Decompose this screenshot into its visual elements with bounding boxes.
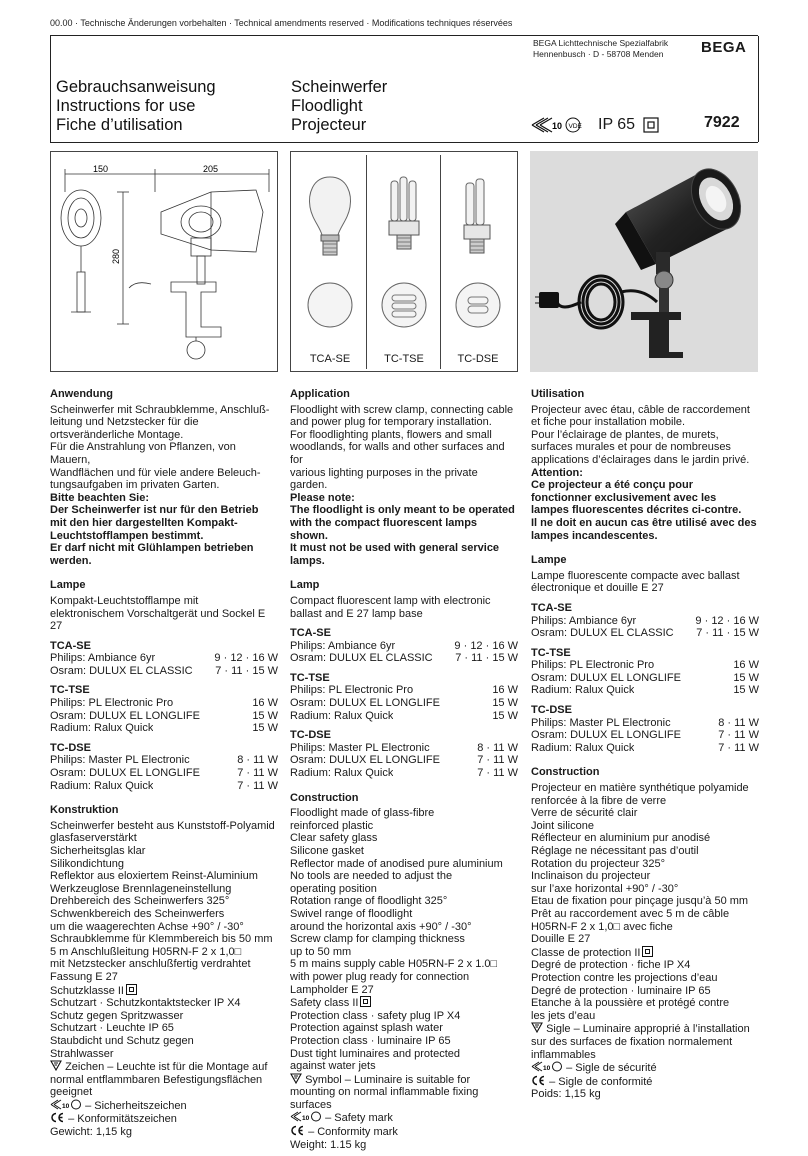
lamp-wattage: 8 · 11 W xyxy=(718,716,759,729)
lamp-name: Radium: Ralux Quick xyxy=(531,684,635,697)
construction-text: Réglage ne nécessitant pas d’outil xyxy=(531,845,699,857)
construction-text: Floodlight made of glass-fibre xyxy=(290,807,435,820)
f-mark-line xyxy=(290,1073,518,1112)
floodlight-dimension-drawing xyxy=(51,152,277,371)
construction-text: 5 m mains supply cable H05RN-F 2 x 1.0□ xyxy=(290,958,498,971)
safety-mark-line xyxy=(50,1099,278,1113)
lamp-row xyxy=(50,710,278,723)
heading-lamp: Lampe xyxy=(531,554,567,567)
lamp-group-title: TCA-SE xyxy=(290,627,331,640)
doc-title-de: Gebrauchsanweisung xyxy=(56,78,216,96)
company-location: Hennenbusch · D - 58708 Menden xyxy=(533,49,664,59)
svg-text:10: 10 xyxy=(62,1102,70,1110)
ip-rating: IP 65 xyxy=(598,116,636,133)
note-text: Ce projecteur a été conçu pour xyxy=(531,479,693,492)
lamp-row xyxy=(531,717,759,730)
f-mark-text: Sigle – Luminaire approprié à l’installation sur des surfaces de fixation normalement inflammables xyxy=(531,1023,750,1061)
enec-safety-mark-icon xyxy=(50,1099,82,1110)
column-english xyxy=(290,388,518,1151)
lamp-row xyxy=(531,672,759,685)
f-mark-icon xyxy=(531,1022,543,1033)
svg-text:10: 10 xyxy=(302,1115,310,1123)
safety-mark-text: – Sigle de sécurité xyxy=(566,1062,657,1075)
heading-construction: Construction xyxy=(531,766,600,779)
lamp-name: Osram: DULUX EL CLASSIC xyxy=(290,652,433,665)
ce-mark-line xyxy=(531,1075,759,1089)
weight-text: Gewicht: 1,15 kg xyxy=(50,1126,132,1139)
lamp-group-title: TCA-SE xyxy=(50,639,91,652)
construction-text: Etau de fixation pour pinçage jusqu’à 50 mm xyxy=(531,895,749,908)
company-address xyxy=(533,38,668,60)
heading-construction: Konstruktion xyxy=(50,804,119,817)
construction-text: Degré de protection · fiche IP X4 xyxy=(531,959,691,972)
lamp-text: elektronischem Vorschaltgerät und Sockel E 27 xyxy=(50,607,266,633)
enec-safety-mark-icon xyxy=(531,1061,563,1072)
lamp-wattage: 15 W xyxy=(252,722,278,735)
lamp-row xyxy=(290,684,518,697)
construction-text: Dust tight luminaires and protected xyxy=(290,1047,460,1060)
column-german xyxy=(50,388,278,1139)
lamp-wattage: 9 · 12 · 16 W xyxy=(214,652,278,665)
lamp-wattage: 15 W xyxy=(733,684,759,697)
construction-text: Protection contre les projections d’eau xyxy=(531,971,718,984)
note-text: It must not be used with general service xyxy=(290,542,500,555)
lamp-row xyxy=(290,640,518,653)
lamp-name: Philips: Ambiance 6yr xyxy=(290,639,396,652)
lamp-name: Philips: Master PL Electronic xyxy=(290,741,430,754)
note-text: Der Scheinwerfer ist nur für den Betrieb xyxy=(50,504,259,517)
note-text: lampes incandescentes. xyxy=(531,529,658,542)
lamp-wattage: 16 W xyxy=(733,659,759,672)
application-text: et fiche pour installation mobile. xyxy=(531,416,686,429)
lamp-name: Osram: DULUX EL LONGLIFE xyxy=(290,697,440,710)
construction-text: operating position xyxy=(290,882,377,895)
bega-logo: BEGA xyxy=(701,39,747,56)
header-bottom-rule xyxy=(50,142,758,143)
doc-title-en: Instructions for use xyxy=(56,97,196,115)
lamp-type-tca-se xyxy=(294,155,367,369)
lamp-wattage: 7 · 11 W xyxy=(237,767,278,780)
lamp-wattage: 15 W xyxy=(492,697,518,710)
construction-text: Schutz gegen Spritzwasser xyxy=(50,1009,184,1022)
lamp-name: Radium: Ralux Quick xyxy=(531,741,635,754)
application-text: applications d’éclairages dans le jardin privé. xyxy=(531,453,750,466)
construction-text: around the horizontal axis +90° / -30° xyxy=(290,920,472,933)
construction-text: Clear safety glass xyxy=(290,832,378,845)
lamp-wattage: 7 · 11 · 15 W xyxy=(696,627,759,640)
lamp-row xyxy=(290,742,518,755)
lamp-row xyxy=(50,754,278,767)
lamp-row xyxy=(50,665,278,678)
construction-text: mit Netzstecker anschlußfertig verdrahtet xyxy=(50,958,251,971)
lamp-wattage: 16 W xyxy=(252,697,278,710)
lamp-text: ballast and E 27 lamp base xyxy=(290,607,423,620)
globe-lamp-icon xyxy=(294,155,366,335)
protection-class-line xyxy=(290,996,518,1010)
lamp-name: Osram: DULUX EL LONGLIFE xyxy=(50,767,200,780)
note-text: werden. xyxy=(50,554,92,567)
construction-text: sur l’axe horizontal +90° / -30° xyxy=(531,882,679,895)
amendments-note: 00.00 · Technische Änderungen vorbehalten · Technical amendments reserved · Modifications techniques réservées xyxy=(50,18,513,28)
lamp-wattage: 8 · 11 W xyxy=(477,741,518,754)
lamp-name: Philips: PL Electronic Pro xyxy=(531,659,655,672)
certification-marks xyxy=(530,112,659,138)
lamp-wattage: 8 · 11 W xyxy=(237,754,278,767)
lamp-row xyxy=(531,684,759,697)
construction-text: No tools are needed to adjust the xyxy=(290,870,453,883)
doc-title-fr: Fiche d’utilisation xyxy=(56,116,183,134)
lamp-wattage: 7 · 11 W xyxy=(718,741,759,754)
product-title xyxy=(291,78,387,135)
heading-application: Utilisation xyxy=(531,388,585,400)
construction-text: Schwenkbereich des Scheinwerfers xyxy=(50,907,225,920)
note-text: Il ne doit en aucun cas être utilisé avec des xyxy=(531,516,757,529)
lamp-name: Radium: Ralux Quick xyxy=(50,779,154,792)
note-text: Er darf nicht mit Glühlampen betrieben xyxy=(50,542,254,555)
safety-mark-text: – Sicherheitszeichen xyxy=(85,1099,187,1112)
note-text: lampes fluorescentes décrites ci-contre. xyxy=(531,504,742,517)
construction-text: 5 m Anschlußleitung H05RN-F 2 x 1,0□ xyxy=(50,945,242,958)
triple-tube-lamp-icon xyxy=(368,155,440,335)
construction-text: Inclinaison du projecteur xyxy=(531,870,651,883)
dim-height: 280 xyxy=(111,248,121,264)
ce-mark-line xyxy=(290,1125,518,1139)
note-text: shown. xyxy=(290,529,328,542)
svg-text:VDE: VDE xyxy=(568,123,582,130)
lamp-wattage: 15 W xyxy=(733,671,759,684)
heading-lamp: Lampe xyxy=(50,579,86,592)
company-name: BEGA Lichttechnische Spezialfabrik xyxy=(533,38,669,48)
construction-text: Fassung E 27 xyxy=(50,970,118,983)
lamp-row xyxy=(531,627,759,640)
construction-text: Reflektor aus eloxiertem Reinst-Aluminium xyxy=(50,870,258,883)
article-number: 7922 xyxy=(704,114,740,131)
lamp-row xyxy=(290,652,518,665)
lamp-row xyxy=(290,754,518,767)
construction-text: Sicherheitsglas klar xyxy=(50,845,146,857)
construction-text: Strahlwasser xyxy=(50,1047,114,1060)
application-text: surfaces murales et pour de nombreuses xyxy=(531,441,731,454)
note-text: lamps. xyxy=(290,554,325,567)
protection-class-text: Classe de protection II xyxy=(531,946,641,959)
lamp-wattage: 9 · 12 · 16 W xyxy=(454,639,518,652)
heading-lamp: Lamp xyxy=(290,579,320,592)
protection-class-icon xyxy=(126,984,137,995)
note-title: Attention: xyxy=(531,466,583,479)
lamp-name: Philips: Ambiance 6yr xyxy=(50,652,156,665)
heading-application: Application xyxy=(290,388,350,400)
construction-text: renforcée à la fibre de verre xyxy=(531,794,667,807)
note-text: fonctionner exclusivement avec les xyxy=(531,491,717,504)
construction-text: Silikondichtung xyxy=(50,857,124,870)
construction-text: Schutzart · Schutzkontaktstecker IP X4 xyxy=(50,997,241,1010)
f-mark-text: Symbol – Luminaire is suitable for mounting on normal inflammable fixing surfaces xyxy=(290,1073,479,1111)
lamp-name: Philips: PL Electronic Pro xyxy=(290,684,414,697)
lamp-group-title: TCA-SE xyxy=(531,601,572,614)
construction-text: Scheinwerfer besteht aus Kunststoff-Polyamid xyxy=(50,819,275,832)
construction-text: Swivel range of floodlight xyxy=(290,907,413,920)
lamp-name: Radium: Ralux Quick xyxy=(50,722,154,735)
lamp-wattage: 7 · 11 W xyxy=(718,729,759,742)
product-photo-panel xyxy=(530,151,758,372)
application-text: Für die Anstrahlung von Pflanzen, von Mauern, xyxy=(50,441,236,466)
column-french xyxy=(531,388,759,1101)
lamp-row xyxy=(531,742,759,755)
note-text: Leuchtstofflampen bestimmt. xyxy=(50,529,204,542)
lamp-wattage: 15 W xyxy=(492,709,518,722)
construction-text: Verre de sécurité clair xyxy=(531,807,638,820)
protection-class-line xyxy=(531,946,759,960)
application-text: Wandflächen und für viele andere Beleuch- xyxy=(50,466,261,479)
construction-text: glasfaserverstärkt xyxy=(50,832,137,845)
lamp-label-tca-se: TCA-SE xyxy=(309,353,351,365)
construction-text: H05RN-F 2 x 1,0□ avec fiche xyxy=(531,920,673,933)
application-text: leitung und Netzstecker für die xyxy=(50,416,199,429)
construction-text: les jets d’eau xyxy=(531,1009,596,1022)
note-text: mit den hier dargestellten Kompakt- xyxy=(50,516,238,529)
construction-text: against water jets xyxy=(290,1060,376,1073)
safety-mark-text: – Safety mark xyxy=(325,1112,393,1125)
construction-text: Etanche à la poussière et protégé contre xyxy=(531,997,730,1010)
weight-text: Weight: 1.15 kg xyxy=(290,1138,367,1151)
svg-text:10: 10 xyxy=(552,121,563,131)
weight-text: Poids: 1,15 kg xyxy=(531,1088,601,1101)
lamp-row xyxy=(50,767,278,780)
protection-class-text: Safety class II xyxy=(290,997,359,1010)
construction-text: Schraubklemme für Klemmbereich bis 50 mm xyxy=(50,933,273,946)
ce-mark-icon xyxy=(531,1075,546,1086)
lamp-wattage: 15 W xyxy=(252,709,278,722)
lamp-type-tc-tse xyxy=(368,155,441,369)
ce-mark-text: – Sigle de conformité xyxy=(549,1075,653,1088)
construction-text: Réflecteur en aluminium pur anodisé xyxy=(531,832,711,845)
protection-class-icon xyxy=(642,946,653,957)
lamp-name: Philips: Ambiance 6yr xyxy=(531,614,637,627)
lamp-name: Osram: DULUX EL CLASSIC xyxy=(50,664,193,677)
construction-text: Degré de protection · luminaire IP 65 xyxy=(531,984,711,997)
protection-class-icon xyxy=(360,996,371,1007)
lamp-text: Kompakt-Leuchtstofflampe mit xyxy=(50,594,199,607)
protection-class-line xyxy=(50,984,278,998)
lamp-row xyxy=(531,659,759,672)
construction-text: Lampholder E 27 xyxy=(290,983,374,996)
note-text: The floodlight is only meant to be operated xyxy=(290,504,515,517)
heading-application: Anwendung xyxy=(50,388,113,400)
dimension-drawing-panel xyxy=(50,151,278,372)
construction-text: Werkzeuglose Brennlageneinstellung xyxy=(50,882,232,895)
lamp-wattage: 9 · 12 · 16 W xyxy=(695,614,759,627)
lamp-wattage: 7 · 11 W xyxy=(237,779,278,792)
lamp-row xyxy=(290,710,518,723)
lamp-name: Osram: DULUX EL LONGLIFE xyxy=(50,709,200,722)
construction-text: reinforced plastic xyxy=(290,819,374,832)
header-top-rule xyxy=(50,35,758,36)
dim-width-right: 205 xyxy=(203,164,219,174)
header-right-rule xyxy=(758,36,759,142)
application-text: ortsveränderliche Montage. xyxy=(50,428,184,441)
lamp-text: électronique et douille E 27 xyxy=(531,582,664,595)
lamp-type-tc-dse xyxy=(442,155,514,369)
note-title: Please note: xyxy=(290,491,355,504)
lamp-group-title: TC-TSE xyxy=(531,646,571,659)
construction-text: Silicone gasket xyxy=(290,845,364,857)
construction-text: with power plug ready for connection xyxy=(290,970,470,983)
document-type-title xyxy=(56,78,216,135)
ce-mark-line xyxy=(50,1112,278,1126)
lamp-row xyxy=(531,729,759,742)
construction-text: Joint silicone xyxy=(531,819,594,832)
ce-mark-icon xyxy=(50,1112,65,1123)
heading-construction: Construction xyxy=(290,791,359,804)
ce-mark-text: – Konformitätszeichen xyxy=(68,1113,177,1126)
construction-text: Douille E 27 xyxy=(531,933,591,946)
lamp-name: Philips: Master PL Electronic xyxy=(531,716,671,729)
note-text: with the compact fluorescent lamps xyxy=(290,516,478,529)
construction-text: Rotation range of floodlight 325° xyxy=(290,895,448,908)
lamp-row xyxy=(50,652,278,665)
application-text: various lighting purposes in the private garden. xyxy=(290,466,478,492)
construction-text: Protection class · safety plug IP X4 xyxy=(290,1009,461,1022)
safety-mark-line xyxy=(531,1061,759,1075)
lamp-name: Osram: DULUX EL LONGLIFE xyxy=(531,671,681,684)
application-text: and power plug for temporary installation. xyxy=(290,416,492,429)
construction-text: Schutzart · Leuchte IP 65 xyxy=(50,1022,174,1035)
application-text: Pour l’éclairage de plantes, de murets, xyxy=(531,428,719,441)
construction-text: Rotation du projecteur 325° xyxy=(531,857,666,870)
f-mark-text: Zeichen – Leuchte ist für die Montage auf normal entflammbaren Befestigungsflächen geeignet xyxy=(50,1061,268,1099)
application-text: woodlands, for walls and other surfaces and for xyxy=(290,441,505,466)
f-mark-icon xyxy=(50,1060,62,1071)
svg-text:10: 10 xyxy=(543,1065,551,1073)
product-title-fr: Projecteur xyxy=(291,116,367,134)
application-text: For floodlighting plants, flowers and small xyxy=(290,428,492,441)
application-text: Floodlight with screw clamp, connecting cable xyxy=(290,403,514,416)
product-title-en: Floodlight xyxy=(291,97,363,115)
safety-mark-line xyxy=(290,1111,518,1125)
lamp-row xyxy=(50,697,278,710)
lamp-group-title: TC-DSE xyxy=(50,741,91,754)
construction-text: Drehbereich des Scheinwerfers 325° xyxy=(50,895,230,908)
construction-text: up to 50 mm xyxy=(290,945,352,958)
construction-text: Projecteur en matière synthétique polyamide xyxy=(531,782,749,795)
floodlight-photo xyxy=(531,152,759,373)
construction-text: Prêt au raccordement avec 5 m de câble xyxy=(531,907,730,920)
lamp-name: Osram: DULUX EL CLASSIC xyxy=(531,627,674,640)
lamp-name: Osram: DULUX EL LONGLIFE xyxy=(531,729,681,742)
lamp-text: Lampe fluorescente compacte avec ballast xyxy=(531,569,740,582)
lamp-label-tc-dse: TC-DSE xyxy=(457,353,499,365)
construction-text: Staubdicht und Schutz gegen xyxy=(50,1034,194,1047)
f-mark-icon xyxy=(290,1073,302,1084)
lamp-wattage: 7 · 11 · 15 W xyxy=(215,664,278,677)
lamp-row xyxy=(531,615,759,628)
lamp-row xyxy=(50,722,278,735)
enec-safety-mark-icon xyxy=(290,1111,322,1122)
dim-width-left: 150 xyxy=(93,164,109,174)
lamp-group-title: TC-TSE xyxy=(290,671,330,684)
construction-text: um die waagerechten Achse +90° / -30° xyxy=(50,920,244,933)
lamp-wattage: 7 · 11 W xyxy=(477,767,518,780)
lamp-name: Radium: Ralux Quick xyxy=(290,709,394,722)
lamp-types-panel xyxy=(290,151,518,372)
f-mark-line xyxy=(531,1022,759,1061)
protection-class-ii-icon xyxy=(643,117,659,133)
lamp-group-title: TC-DSE xyxy=(290,729,331,742)
application-text: Scheinwerfer mit Schraubklemme, Anschluß- xyxy=(50,403,270,416)
lamp-name: Philips: Master PL Electronic xyxy=(50,754,190,767)
note-title: Bitte beachten Sie: xyxy=(50,491,150,504)
lamp-wattage: 16 W xyxy=(492,684,518,697)
product-title-de: Scheinwerfer xyxy=(291,78,388,96)
lamp-label-tc-tse: TC-TSE xyxy=(384,353,424,365)
construction-text: Screw clamp for clamping thickness xyxy=(290,933,465,946)
construction-text: Protection class · luminaire IP 65 xyxy=(290,1034,451,1047)
lamp-group-title: TC-DSE xyxy=(531,704,572,717)
lamp-name: Osram: DULUX EL LONGLIFE xyxy=(290,754,440,767)
protection-class-text: Schutzklasse II xyxy=(50,984,124,997)
lamp-row xyxy=(290,697,518,710)
lamp-wattage: 7 · 11 W xyxy=(477,754,518,767)
header-left-rule xyxy=(50,36,51,142)
ce-mark-icon xyxy=(290,1125,305,1136)
lamp-row xyxy=(290,767,518,780)
enec-safety-mark-icon xyxy=(530,116,584,134)
f-mark-line xyxy=(50,1060,278,1099)
construction-text: Reflector made of anodised pure aluminium xyxy=(290,857,503,870)
lamp-wattage: 7 · 11 · 15 W xyxy=(455,652,518,665)
ce-mark-text: – Conformity mark xyxy=(308,1126,398,1139)
lamp-group-title: TC-TSE xyxy=(50,684,90,697)
lamp-name: Radium: Ralux Quick xyxy=(290,767,394,780)
lamp-row xyxy=(50,780,278,793)
lamp-text: Compact fluorescent lamp with electronic xyxy=(290,594,491,607)
lamp-name: Philips: PL Electronic Pro xyxy=(50,697,174,710)
construction-text: Protection against splash water xyxy=(290,1022,443,1035)
application-text: Projecteur avec étau, câble de raccordement xyxy=(531,403,750,416)
double-tube-lamp-icon xyxy=(442,155,514,335)
application-text: tungsaufgaben im privaten Garten. xyxy=(50,479,220,492)
